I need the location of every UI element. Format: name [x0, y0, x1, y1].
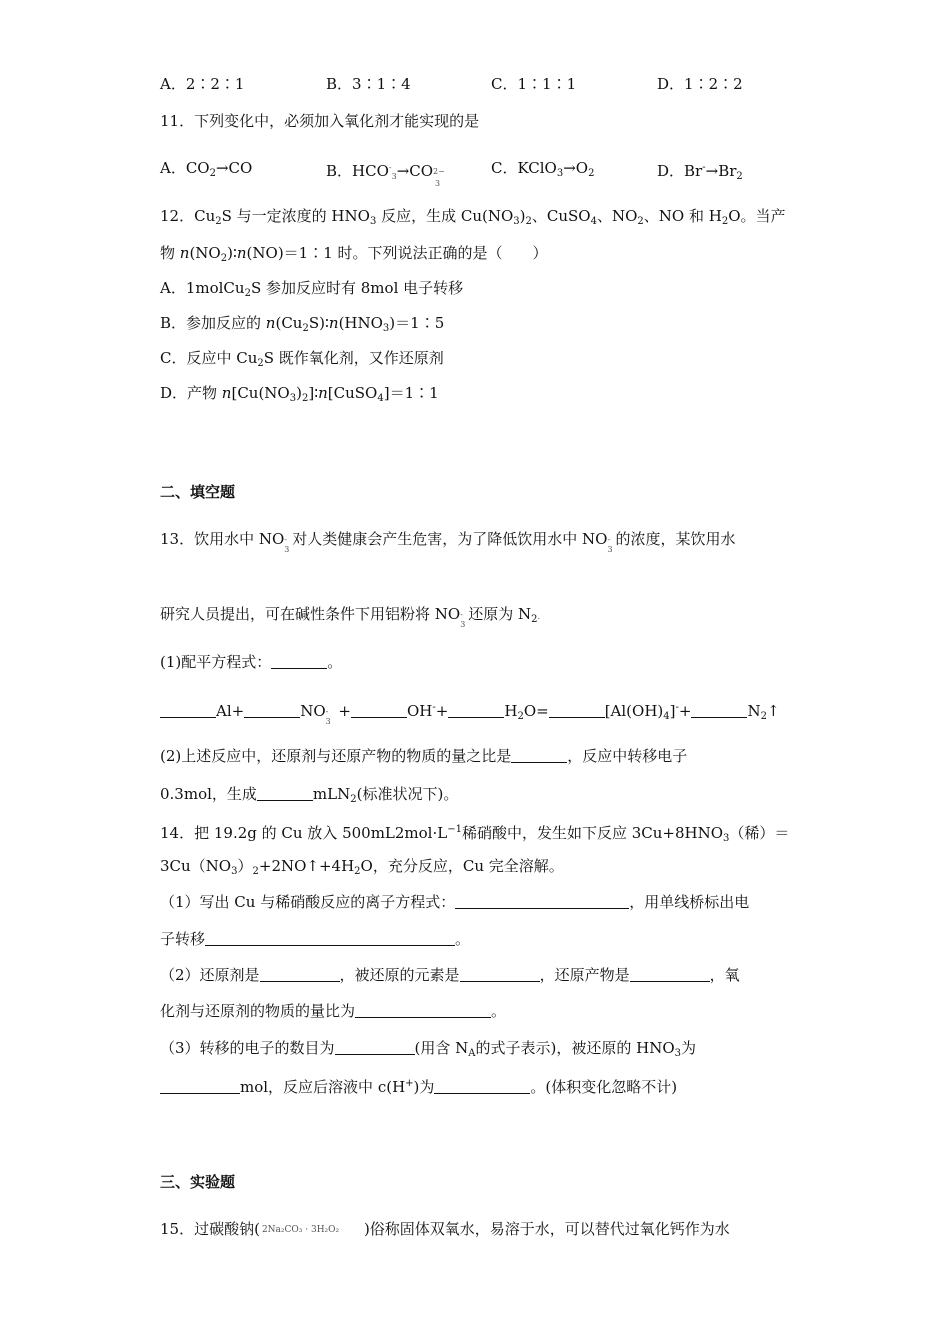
q13-stem-line2: 研究人员提出，可在碱性条件下用铝粉将 NO - 3 还原为 $N_2$.: [160, 605, 541, 629]
answer-blank[interactable]: [260, 967, 340, 982]
q11-option-a: A．$CO_2\to CO$: [160, 159, 253, 179]
answer-blank[interactable]: [355, 1003, 491, 1018]
q14-part2-cont: 化剂与还原剂的物质的量比为 。: [160, 1002, 507, 1020]
q11-option-c: C．$KClO_3\to O_2$: [491, 159, 595, 179]
q12-option-b: B．参加反应的 $n(Cu_2S)∶n(HNO_3)=1∶5$: [160, 314, 445, 334]
answer-blank[interactable]: [460, 967, 540, 982]
q13-stem-line1: 13．饮用水中 NO - 3 对人类健康会产生危害，为了降低饮用水中 NO - 3 的浓度，某饮用水: [160, 530, 736, 554]
q14-part3: （3）转移的电子的数目为 (用含 $N_A$的式子表示)，被还原的 $HNO_3$为: [160, 1039, 697, 1059]
q13-equation: Al+ NO - 3 + $OH^-+ H_2O= [Al(OH)_4]^-+$ $N_2↑$: [160, 698, 780, 727]
q12-option-c: C．反应中 $Cu_2S$ 既作氧化剂，又作还原剂: [160, 349, 444, 369]
answer-blank[interactable]: [335, 1040, 415, 1055]
q10-option-a: A．2∶2∶1: [160, 75, 245, 93]
answer-blank[interactable]: [511, 748, 567, 763]
q14-part2: （2）还原剂是 ，被还原的元素是 ，还原产物是 ，氧: [160, 966, 740, 984]
coef-blank-al[interactable]: [160, 703, 216, 718]
q11-option-d: D．$Br^-\to Br_2$: [657, 162, 743, 182]
q10-option-c: C．1∶1∶1: [491, 75, 577, 93]
q14-part1: （1）写出 Cu 与稀硝酸反应的离子方程式： ，用单线桥标出电: [160, 893, 750, 911]
answer-blank[interactable]: [455, 894, 629, 909]
q13-part1: (1)配平方程式： 。: [160, 653, 343, 671]
q14-stem-line1: 14．把 19.2g 的 Cu 放入 $500mL2mol\cdot L^{-1}$稀硝酸中，发生如下反应 $3Cu+8HNO_3$（稀）＝: [160, 824, 790, 844]
answer-blank[interactable]: [630, 967, 710, 982]
q13-part2-cont: 0.3mol，生成 mLN$_2$(标准状况下)。: [160, 785, 459, 805]
answer-blank[interactable]: [205, 931, 455, 946]
q10-option-d: D．1∶2∶2: [657, 75, 743, 93]
section-heading-fill-in: 二、填空题: [160, 483, 236, 501]
coef-blank-n2[interactable]: [691, 703, 747, 718]
q15-stem-line1: 15．过碳酸钠( 2Na₂CO₃ · 3H₂O₂ )俗称固体双氧水，易溶于水，可以替代过氧化钙作为水: [160, 1220, 730, 1238]
coef-blank-oh[interactable]: [351, 703, 407, 718]
q11-stem: 11．下列变化中，必须加入氧化剂才能实现的是: [160, 112, 480, 130]
formula-image: 2Na₂CO₃ · 3H₂O₂: [261, 1225, 340, 1235]
answer-blank[interactable]: [434, 1079, 530, 1094]
q11-option-b: B．$HCO^-_3\to CO$ 2− 3: [326, 162, 445, 188]
q12-stem-line2: 物 $n(NO_2)∶n(NO)=1∶1$ 时。下列说法正确的是（ ）: [160, 244, 548, 264]
q14-stem-line2: $3Cu(NO_3)_2+2NO↑+4H_2O$，充分反应，Cu 完全溶解。: [160, 857, 564, 877]
answer-blank[interactable]: [271, 654, 327, 669]
answer-blank[interactable]: [160, 1079, 240, 1094]
section-heading-experiment: 三、实验题: [160, 1173, 236, 1191]
answer-blank[interactable]: [257, 786, 313, 801]
q12-stem-line1: 12．$Cu_2S$ 与一定浓度的 $HNO_3$ 反应，生成 $Cu(NO_3)_2$、CuSO$_4$、$NO_2$、NO 和 $H_2O$。当产: [160, 207, 786, 227]
q13-part2: (2)上述反应中，还原剂与还原产物的物质的量之比是 ，反应中转移电子: [160, 747, 688, 765]
q12-option-d: D．产物 $n[Cu(NO_3)_2]∶n[CuSO_4]=1∶1$: [160, 384, 439, 404]
q14-part3-cont: mol，反应后溶液中 c(H+)为 。(体积变化忽略不计): [160, 1074, 677, 1097]
coef-blank-no3[interactable]: [244, 703, 300, 718]
coef-blank-aloh4[interactable]: [549, 703, 605, 718]
q12-option-a: A．1molCu$_2$S 参加反应时有 8mol 电子转移: [160, 279, 464, 299]
q10-option-b: B．3∶1∶4: [326, 75, 411, 93]
coef-blank-h2o[interactable]: [448, 703, 504, 718]
q14-part1-cont: 子转移 。: [160, 930, 471, 948]
